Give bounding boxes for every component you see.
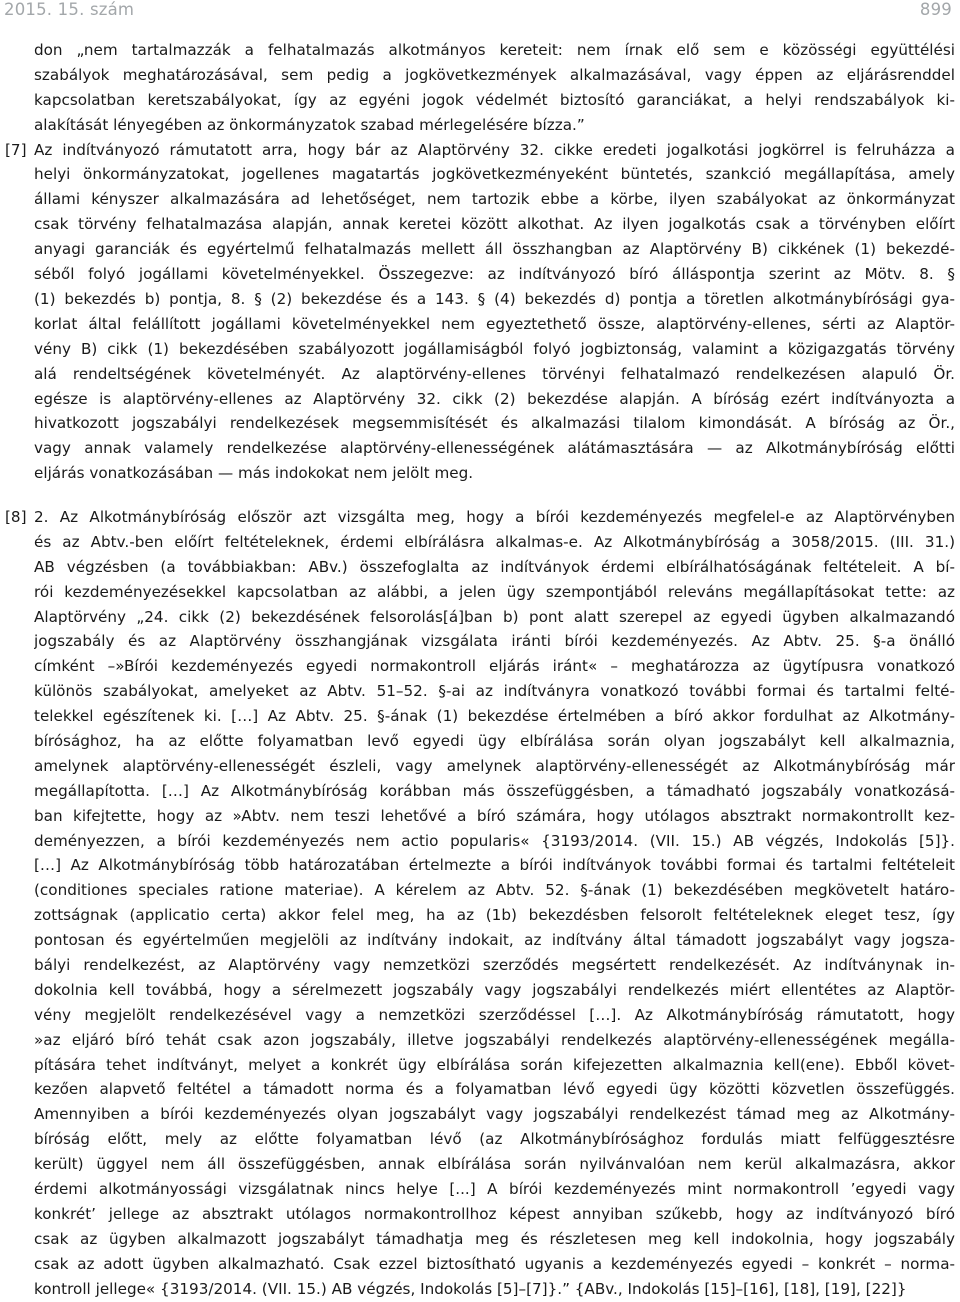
text-line: alakítását lényegében az önkormányzatok szabad mérlegelésére bízza.” [34, 115, 585, 134]
text-line: »az eljáró bíró tehát csak azon jogszabály, illetve jogszabályi rendelkezés alaptörvény-ellenességének megálla- [34, 1030, 955, 1049]
text-line: deményezzen, a bírói kezdeményezés nem actio popularis« {3193/2014. (VII. 15.) AB végzés, Indokolás [5]}. [34, 831, 955, 850]
text-line: csak az ügyben alkalmazott jogszabályt támadhatja meg és részletesen meg kell indokolnia, hogy jogszabály [34, 1229, 955, 1248]
text-line: és az Abtv.-ben előírt feltételeknek, érdemi elbírálásra alkalmas-e. Az Alkotmánybíróság a 3058/2015. (III. 31.) [34, 532, 955, 551]
text-line: eljárás vonatkozásában — más indokokat nem jelölt meg. [34, 464, 474, 483]
text-line: egésze is alaptörvény-ellenes az Alaptörvény 32. cikk (2) bekezdése alapján. A bíróság ezért indítványozta a [34, 389, 955, 408]
paragraph-continuation [34, 38, 955, 138]
text-line: Az indítványozó rámutatott arra, hogy bár az Alaptörvény 32. cikke eredeti jogalkotási jogkörrel is felruházza a [34, 140, 955, 159]
text-line: szabályok meghatározásával, sem pedig a jogkövetkezmények alkalmazásával, vagy éppen az eljárásrenddel [34, 65, 955, 84]
text-line: vény B) cikk (1) bekezdésében szabályozott jogállamiságból folyó jogbiztonság, valamint a közigazgatás törvény [34, 339, 955, 358]
text-line: anyagi garanciák és egyértelmű felhatalmazás mellett áll összhangban az Alaptörvény B) cikkének (1) bekezdé- [34, 240, 955, 259]
text-line: kontroll jellege« {3193/2014. (VII. 15.) AB végzés, Indokolás [5]–[7]}.” {ABv., Indokolás [15]–[16], [18], [19], [22]} [34, 1279, 907, 1298]
text-line: pítására tehet indítványt, melyet a konkrét ügy elbírálása során kifejezetten alkalmaznia kell(ene). Ebből követ- [34, 1055, 955, 1074]
text-line: jogszabály és az Alaptörvény összhangjának vizsgálata iránti bírói kezdeményezés. Az Abtv. 25. §-a önálló [34, 632, 955, 651]
text-line: különös szabályokat, amelyeket az Abtv. 51–52. §-ai az indítványra vonatkozó további formai és tartalmi felté- [34, 682, 955, 701]
text-line: […] Az Alkotmánybíróság több határozatában értelmezte a bírói indítványok további formai és tartalmi feltételeit [34, 856, 955, 875]
text-line: csak az adott ügyben alkalmazható. Csak ezzel biztosítható ugyanis a kezdeményezés egyedi – konkrét – norma- [34, 1254, 955, 1273]
running-header-page-number: 899 [919, 0, 952, 19]
text-line: alá rendeltségének követelményét. Az alaptörvény-ellenes törvényi felhatalmazó rendelkezésen alapuló Ör. [34, 364, 955, 383]
text-line: került) üggyel nem áll összefüggésben, annak elbírálása során nyilvánvalóan nem kerül alkalmazásra, akkor [34, 1155, 955, 1174]
text-line: bíróság előtt, mely az előtte folyamatban lévő (az Alkotmánybírósághoz fordulás miatt felfüggesztésre [34, 1130, 955, 1149]
text-line: Amennyiben a bírói kezdeményezés olyan jogszabályt vagy jogszabályi rendelkezést támad meg az Alkotmány- [34, 1105, 955, 1124]
text-line: zottságnak (applicatio certa) akkor felel meg, ha az (1b) bekezdésben felsorolt feltételeknek eleget tesz, így [34, 906, 955, 925]
text-line: címként –»Bírói kezdeményezés egyedi normakontroll eljárás iránt« – meghatározza az ügytípusra vonatkozó [34, 657, 955, 676]
text-line: rói kezdeményezésekkel kapcsolatban az alábbi, a jelen ügy szempontjából releváns megállapításokat tette: az [34, 582, 955, 601]
text-line: kapcsolatban keretszabályokat, így az egyéni jogok védelmét biztosító garanciákat, a helyi rendszabályok ki- [34, 90, 955, 109]
paragraph-number-8: [8] [5, 508, 27, 526]
running-header-issue: 2015. 15. szám [4, 0, 135, 19]
text-line: vény megjelölt rendelkezésével vagy a nemzetközi szerződéssel […]. Az Alkotmánybíróság rámutatott, hogy [34, 1005, 955, 1024]
paragraph-7 [34, 138, 955, 486]
text-line: helyi önkormányzatokat, jogellenes magatartás jogkövetkezményeként büntetés, szankció megállapítása, amely [34, 165, 955, 184]
text-line: (1) bekezdés b) pontja, 8. § (2) bekezdése és a 143. § (4) bekezdés d) pontja a töretlen alkotmánybírósági gya- [34, 289, 955, 308]
text-line: állami kényszer alkalmazására ad lehetőséget, nem tartozik ebbe a körbe, ilyen szabályokat az önkormányzat [34, 190, 955, 209]
text-line: dokolnia kell továbbá, hogy a sérelmezett jogszabály vagy jogszabályi rendelkezés miért ellentétes az Alaptör- [34, 980, 955, 999]
text-line: bályi rendelkezést, az Alaptörvény vagy nemzetközi szerződés megsértett rendelkezését. Az indítványnak in- [34, 956, 955, 975]
text-line: megállapította. […] Az Alkotmánybíróság korábban más összefüggésben, a támadható jogszabály vonatkozásá- [34, 781, 955, 800]
text-line: (conditiones speciales ratione materiae). A kérelem az Abtv. 52. §-ának (1) bekezdésében megkövetelt határo- [34, 881, 955, 900]
text-line: pontosan és egyértelműen megjelöli az indítvány indokait, az indítvány által támadott jogszabályt vagy jogsza- [34, 931, 955, 950]
text-line: Alaptörvény „24. cikk (2) bekezdésének felsorolás[á]ban b) pont alatt szerepel az egyedi ügyben alkalmazandó [34, 607, 955, 626]
text-line: korlat által felállított jogállami követelményekkel nem egyeztethető össze, alaptörvény-ellenes, sérti az Alaptör- [34, 314, 955, 333]
text-line: kezően alapvető feltétel a támadott norma és a folyamatban lévő egyedi ügy közötti közvetlen összefüggés. [34, 1080, 955, 1099]
paragraph-8 [34, 505, 955, 1302]
text-line: amelynek alaptörvény-ellenességét észleli, vagy amelynek alaptörvény-ellenességét az Alkotmánybíróság már [34, 756, 955, 775]
text-line: hivatkozott jogszabályi rendelkezések megsemmisítését és alkalmazási tilalom kimondását. A bíróság az Ör., [34, 414, 955, 433]
text-line: 2. Az Alkotmánybíróság először azt vizsgálta meg, hogy a bírói kezdeményezés megfelel-e az Alaptörvényben [34, 508, 955, 526]
text-line: vagy annak valamely rendelkezése alaptörvény-ellenességének alátámasztására — az Alkotmánybíróság előtti [34, 439, 955, 458]
text-line: séből folyó jogállami követelményekkel. Összegezve: az indítványozó bíró álláspontja szerint az Mötv. 8. § [34, 265, 955, 284]
text-line: konkrét’ jellege az absztrakt utólagos normakontrollhoz képest annyiban szűkebb, hogy az indítványozó bíró [34, 1204, 955, 1223]
text-line: don „nem tartalmazzák a felhatalmazás alkotmányos kereteit: nem írnak elő sem e közösségi együttélési [34, 41, 955, 59]
text-line: telekkel egészítenek ki. […] Az Abtv. 25. §-ának (1) bekezdése értelmében a bíró akkor fordulhat az Alkotmány- [34, 707, 955, 726]
paragraph-number-7: [7] [5, 140, 27, 159]
text-line: csak törvény felhatalmazása alapján, annak keretei között alkothat. Az ilyen jogalkotás csak a törvényben előírt [34, 215, 955, 234]
text-line: bírósághoz, ha az előtte folyamatban levő egyedi ügy elbírálása során olyan jogszabályt kell alkalmaznia, [34, 732, 955, 751]
text-line: AB végzésben (a továbbiakban: ABv.) összefoglalta az indítványok érdemi elbírálhatóságának feltételeit. A bí- [34, 557, 955, 576]
text-line: érdemi alkotmányossági vizsgálatnak nincs helye [...] A bírói kezdeményezés mint normakontroll ’egyedi vagy [34, 1180, 955, 1199]
text-line: ban kifejtette, hogy az »Abtv. nem teszi lehetővé a bíró számára, hogy utólagos absztrakt normakontrollt kez- [34, 806, 955, 825]
